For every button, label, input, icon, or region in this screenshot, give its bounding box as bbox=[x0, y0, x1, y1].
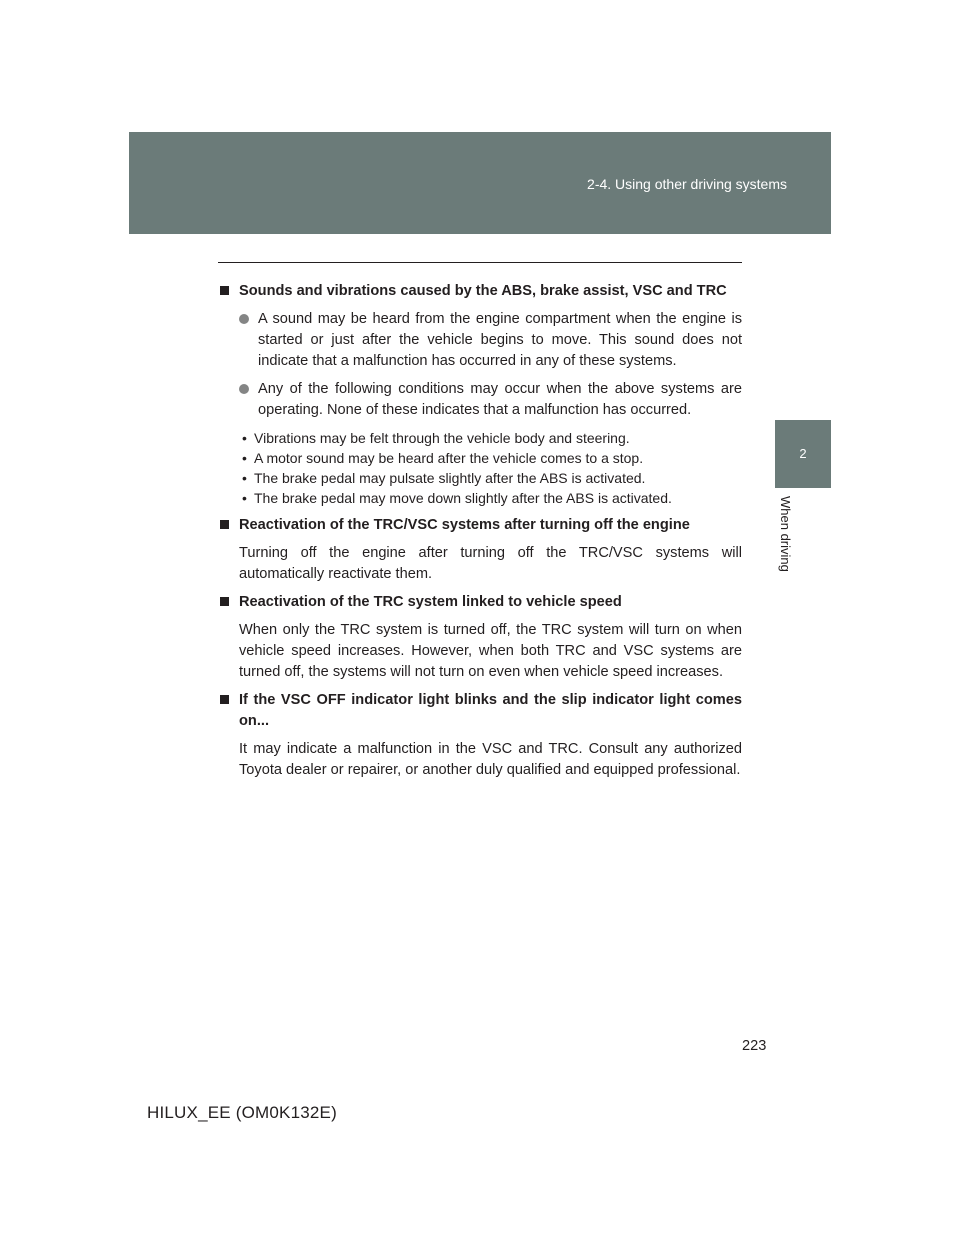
circle-bullet-icon bbox=[239, 314, 249, 324]
sub-list-item bbox=[239, 468, 742, 488]
sub-list-item-text: Vibrations may be felt through the vehicle body and steering. bbox=[254, 430, 630, 446]
header-rule bbox=[218, 262, 742, 263]
section-heading bbox=[220, 281, 742, 302]
section-heading bbox=[220, 690, 742, 732]
chapter-tab[interactable] bbox=[775, 420, 831, 488]
page-number: 223 bbox=[742, 1038, 767, 1054]
section-heading bbox=[220, 515, 742, 536]
heading-text: Reactivation of the TRC/VSC systems after turning off the engine bbox=[239, 517, 690, 533]
sub-list bbox=[239, 428, 742, 508]
dot-marker-icon: • bbox=[242, 430, 247, 446]
section-body: It may indicate a malfunction in the VSC and TRC. Consult any authorized Toyota dealer or repairer, or another duly qualified and equipped professional. bbox=[239, 741, 742, 778]
square-bullet-icon bbox=[220, 695, 229, 704]
list-item-text: Any of the following conditions may occur when the above systems are operating. None of these indicates that a malfunction has occurred. bbox=[258, 381, 742, 418]
page-content bbox=[220, 281, 742, 788]
sub-list-item-text: The brake pedal may move down slightly after the ABS is activated. bbox=[254, 490, 672, 506]
section-title: 2-4. Using other driving systems bbox=[587, 176, 787, 192]
square-bullet-icon bbox=[220, 597, 229, 606]
square-bullet-icon bbox=[220, 520, 229, 529]
chapter-number: 2 bbox=[799, 446, 807, 461]
sub-list-item bbox=[239, 448, 742, 468]
dot-marker-icon: • bbox=[242, 450, 247, 466]
dot-marker-icon: • bbox=[242, 490, 247, 506]
heading-text: If the VSC OFF indicator light blinks and the slip indicator light comes on... bbox=[239, 692, 742, 729]
header-band bbox=[129, 132, 831, 234]
circle-bullet-icon bbox=[239, 384, 249, 394]
sub-list-item-text: The brake pedal may pulsate slightly after the ABS is activated. bbox=[254, 470, 646, 486]
sub-list-item bbox=[239, 488, 742, 508]
section-heading bbox=[220, 592, 742, 613]
section-body: When only the TRC system is turned off, the TRC system will turn on when vehicle speed increases. However, when both TRC and VSC systems are turned off, the systems will not turn on even when vehicle speed increases. bbox=[239, 622, 742, 680]
sub-list-item-text: A motor sound may be heard after the vehicle comes to a stop. bbox=[254, 450, 644, 466]
square-bullet-icon bbox=[220, 286, 229, 295]
list-item bbox=[239, 379, 742, 421]
dot-marker-icon: • bbox=[242, 470, 247, 486]
list-item-text: A sound may be heard from the engine compartment when the engine is started or just after the vehicle begins to move. This sound does not indicate that a malfunction has occurred in any of these systems. bbox=[258, 311, 742, 369]
document-code: HILUX_EE (OM0K132E) bbox=[147, 1103, 337, 1122]
chapter-label-text: When driving bbox=[778, 496, 793, 572]
heading-text: Sounds and vibrations caused by the ABS, brake assist, VSC and TRC bbox=[239, 283, 727, 299]
sub-list-item bbox=[239, 428, 742, 448]
chapter-label bbox=[778, 496, 805, 586]
heading-text: Reactivation of the TRC system linked to vehicle speed bbox=[239, 594, 622, 610]
section-body: Turning off the engine after turning off the TRC/VSC systems will automatically reactivate them. bbox=[239, 545, 742, 582]
list-item bbox=[239, 309, 742, 372]
